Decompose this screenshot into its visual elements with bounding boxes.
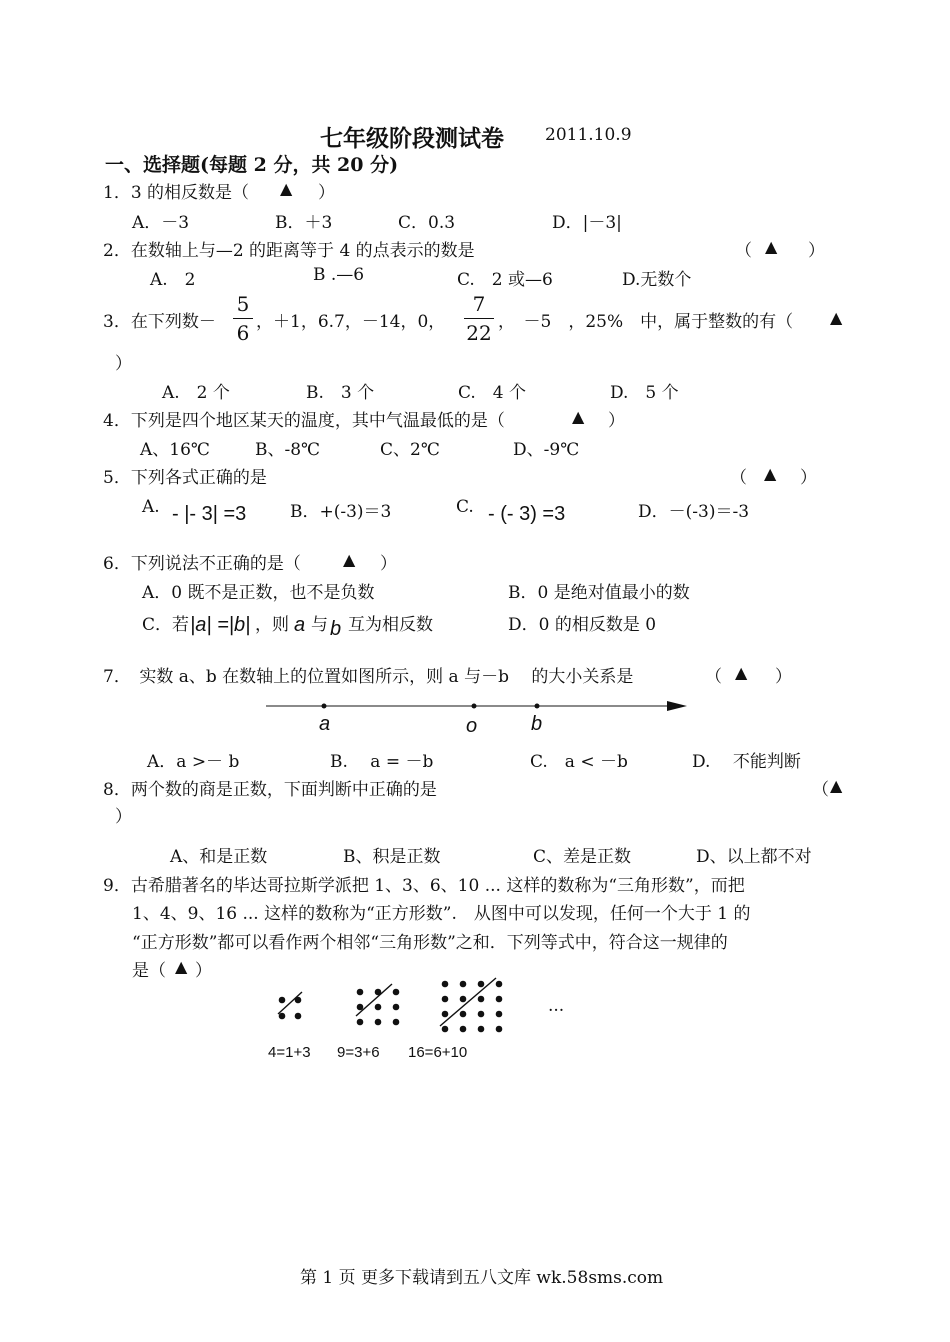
q5-option-a-expr: - |- 3| =3 <box>172 503 247 525</box>
fraction-bar <box>464 318 494 319</box>
q3-stem: 3．在下列数－ <box>103 312 216 332</box>
number-line-label-b: b <box>531 713 543 735</box>
q2-option-b: B .—6 <box>313 265 365 285</box>
q7-option-b: B. a = －b <box>330 752 434 772</box>
q5-option-c-expr: - (- 3) =3 <box>488 503 566 525</box>
q2-option-c: C. 2 或—6 <box>457 270 553 290</box>
answer-triangle-icon: ▲ <box>175 957 188 976</box>
q8-option-d: D、以上都不对 <box>696 847 812 867</box>
q6-option-d: D．0 的相反数是 0 <box>508 615 657 635</box>
q4-option-a: A、16℃ <box>140 440 210 460</box>
q7-close: ） <box>775 667 792 687</box>
answer-triangle-icon: ▲ <box>572 407 585 426</box>
number-line-label-o: o <box>466 715 478 737</box>
q3-fraction-7-22 <box>464 292 494 345</box>
answer-triangle-icon: ▲ <box>735 663 748 682</box>
q6-option-a: A．0 既不是正数，也不是负数 <box>142 583 375 603</box>
q3-option-a: A. 2 个 <box>162 383 230 403</box>
q7-stem: 7． 实数 a、b 在数轴上的位置如图所示，则 a 与－b 的大小关系是 <box>103 667 634 687</box>
q2-option-a: A. 2 <box>150 270 196 290</box>
q3-mid: ，＋1，6.7，－14，0， <box>256 312 446 332</box>
section-heading: 一、选择题(每题 2 分，共 20 分) <box>105 154 399 176</box>
q4-option-d: D、-9℃ <box>513 440 580 460</box>
q6-close: ） <box>380 554 397 574</box>
q8-close: ） <box>115 807 132 827</box>
answer-triangle-icon: ▲ <box>765 237 778 256</box>
q6-option-b: B．0 是绝对值最小的数 <box>508 583 690 603</box>
answer-triangle-icon: ▲ <box>343 550 356 569</box>
q6-stem: 6．下列说法不正确的是（ <box>103 554 301 574</box>
fraction-numerator: 7 <box>472 292 486 316</box>
q9-line2: 1、4、9、16 ... 这样的数称为“正方形数”. 从图中可以发现，任何一个大于 1 的 <box>132 904 751 924</box>
number-line-label-a: a <box>319 713 331 735</box>
answer-triangle-icon: ▲ <box>830 308 843 327</box>
q5-option-c-label: C. <box>456 497 474 517</box>
dots-9 <box>356 984 399 1025</box>
q8-option-c: C、差是正数 <box>533 847 632 867</box>
q1-close: ） <box>318 183 335 203</box>
dots-16 <box>440 978 502 1032</box>
answer-triangle-icon: ▲ <box>830 776 843 795</box>
title-date: 2011.10.9 <box>545 125 632 145</box>
fraction-denominator: 6 <box>236 321 250 345</box>
q1-stem: 1．3 的相反数是（ <box>103 183 250 203</box>
q9-line3: “正方形数”都可以看作两个相邻“三角形数”之和．下列等式中，符合这一规律的 <box>132 933 728 953</box>
q4-stem: 4．下列是四个地区某天的温度，其中气温最低的是（ <box>103 411 505 431</box>
fraction-denominator: 22 <box>466 321 492 345</box>
q2-stem: 2．在数轴上与—2 的距离等于 4 的点表示的数是 <box>103 241 475 261</box>
q4-close: ） <box>608 411 625 431</box>
q6-var-a: a <box>294 614 306 636</box>
q5-option-d: D．－(-3)＝-3 <box>638 502 750 522</box>
q6-option-c-post: 互为相反数 <box>348 615 433 635</box>
q1-option-b: B．＋3 <box>275 213 333 233</box>
q6-var-b: b <box>330 618 342 640</box>
q1-option-d: D．|－3| <box>552 213 622 233</box>
q4-option-c: C、2℃ <box>380 440 440 460</box>
fraction-bar <box>233 318 253 319</box>
equation-4: 4=1+3 <box>268 1044 311 1061</box>
q3-close: ） <box>115 354 132 374</box>
q2-close: ） <box>808 241 825 261</box>
q7-option-d: D. 不能判断 <box>692 752 801 772</box>
dots-4 <box>278 992 302 1019</box>
page-footer: 第 1 页 更多下载请到五八文库 wk.58sms.com <box>300 1268 664 1288</box>
q8-option-a: A、和是正数 <box>170 847 268 867</box>
answer-triangle-icon: ▲ <box>280 179 293 198</box>
q6-option-c-pre: C．若 <box>142 615 190 635</box>
q1-option-a: A．－3 <box>132 213 190 233</box>
equation-9: 9=3+6 <box>337 1044 380 1061</box>
q5-stem: 5．下列各式正确的是 <box>103 468 267 488</box>
q7-open: （ <box>705 667 722 687</box>
q5-open: （ <box>730 468 747 488</box>
q9-line1: 9．古希腊著名的毕达哥拉斯学派把 1、3、6、10 ... 这样的数称为“三角形数”，而把 <box>103 876 745 896</box>
q5-option-b: B．+(-3)＝3 <box>290 502 392 522</box>
q5-option-a-label: A. <box>142 497 160 517</box>
q3-option-c: C. 4 个 <box>458 383 527 403</box>
q8-open: （ <box>812 780 829 800</box>
q7-option-c: C. a < －b <box>530 752 628 772</box>
q6-option-c-mid: ，则 <box>255 615 289 635</box>
q3-option-b: B. 3 个 <box>306 383 375 403</box>
fraction-numerator: 5 <box>236 292 250 316</box>
q9-line4-pre: 是（ <box>132 961 166 981</box>
q5-close: ） <box>800 468 817 488</box>
q2-open: （ <box>735 241 752 261</box>
q7-option-a: A．a >－ b <box>147 752 240 772</box>
q9-line4-close: ） <box>195 961 212 981</box>
q2-option-d: D.无数个 <box>622 270 692 290</box>
q4-option-b: B、-8℃ <box>255 440 321 460</box>
q8-option-b: B、积是正数 <box>343 847 441 867</box>
q3-fraction-5-6 <box>233 292 253 345</box>
figure-ellipsis: ... <box>548 996 565 1016</box>
q1-option-c: C．0.3 <box>398 213 456 233</box>
answer-triangle-icon: ▲ <box>764 464 777 483</box>
square-number-dot-figures <box>270 976 520 1038</box>
q3-tail: ， －5 ，25% 中，属于整数的有（ <box>498 312 794 332</box>
equation-16: 16=6+10 <box>408 1044 468 1061</box>
q6-option-c-expr: |a| =|b| <box>190 614 251 636</box>
q8-stem: 8．两个数的商是正数，下面判断中正确的是 <box>103 780 437 800</box>
q6-with: 与 <box>311 615 328 635</box>
page-title: 七年级阶段测试卷 <box>320 125 504 152</box>
q3-option-d: D. 5 个 <box>610 383 679 403</box>
